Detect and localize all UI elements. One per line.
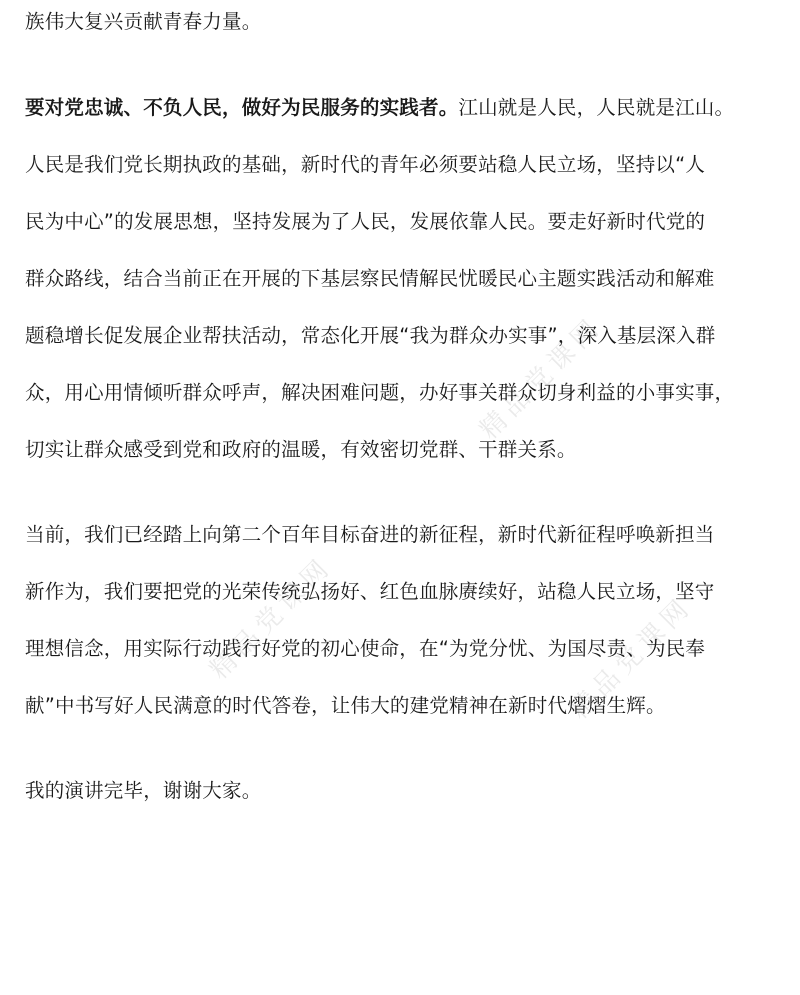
text-segment: 切实让群众感受到党和政府的温暖，有效密切党群、干群关系。 bbox=[25, 438, 577, 461]
text-line bbox=[25, 323, 715, 349]
text-line bbox=[25, 9, 261, 35]
watermark: 精品党课网 bbox=[204, 551, 339, 686]
text-line bbox=[25, 152, 705, 178]
text-line bbox=[25, 209, 705, 235]
text-segment: 人民是我们党长期执政的基础，新时代的青年必须要站稳人民立场，坚持以“人 bbox=[25, 153, 706, 176]
text-line bbox=[25, 636, 705, 662]
text-segment: 题稳增长促发展企业帮扶活动，常态化开展“我为群众办实事”，深入基层深入群 bbox=[25, 324, 716, 347]
text-segment: 当前，我们已经踏上向第二个百年目标奋进的新征程，新时代新征程呼唤新担当 bbox=[25, 523, 715, 546]
watermark: 精品党课网 bbox=[564, 591, 699, 726]
text-line bbox=[25, 380, 734, 406]
text-segment: 献”中书写好人民满意的时代答卷，让伟大的建党精神在新时代熠熠生辉。 bbox=[25, 694, 666, 717]
text-segment: 族伟大复兴贡献青春力量。 bbox=[25, 10, 262, 33]
text-line bbox=[25, 522, 715, 548]
text-segment: 江山就是人民，人民就是江山。 bbox=[458, 96, 735, 119]
closing-line bbox=[25, 778, 261, 804]
text-line bbox=[25, 693, 666, 719]
text-line bbox=[25, 437, 577, 463]
text-line bbox=[25, 266, 715, 292]
text-segment: 新作为，我们要把党的光荣传统弘扬好、红色血脉赓续好，站稳人民立场，坚守 bbox=[25, 580, 715, 603]
section-heading-line bbox=[25, 95, 734, 121]
section-heading: 要对党忠诚、不负人民，做好为民服务的实践者。 bbox=[25, 96, 459, 119]
text-segment: 我的演讲完毕，谢谢大家。 bbox=[25, 779, 262, 802]
text-segment: 民为中心”的发展思想，坚持发展为了人民，发展依靠人民。要走好新时代党的 bbox=[25, 210, 706, 233]
text-segment: 理想信念，用实际行动践行好党的初心使命，在“为党分忧、为国尽责、为民奉 bbox=[25, 637, 706, 660]
text-segment: 众，用心用情倾听群众呼声，解决困难问题，办好事关群众切身利益的小事实事， bbox=[25, 381, 735, 404]
watermark: 精品党课网 bbox=[474, 311, 609, 446]
text-line bbox=[25, 579, 715, 605]
text-segment: 群众路线，结合当前正在开展的下基层察民情解民忧暖民心主题实践活动和解难 bbox=[25, 267, 715, 290]
